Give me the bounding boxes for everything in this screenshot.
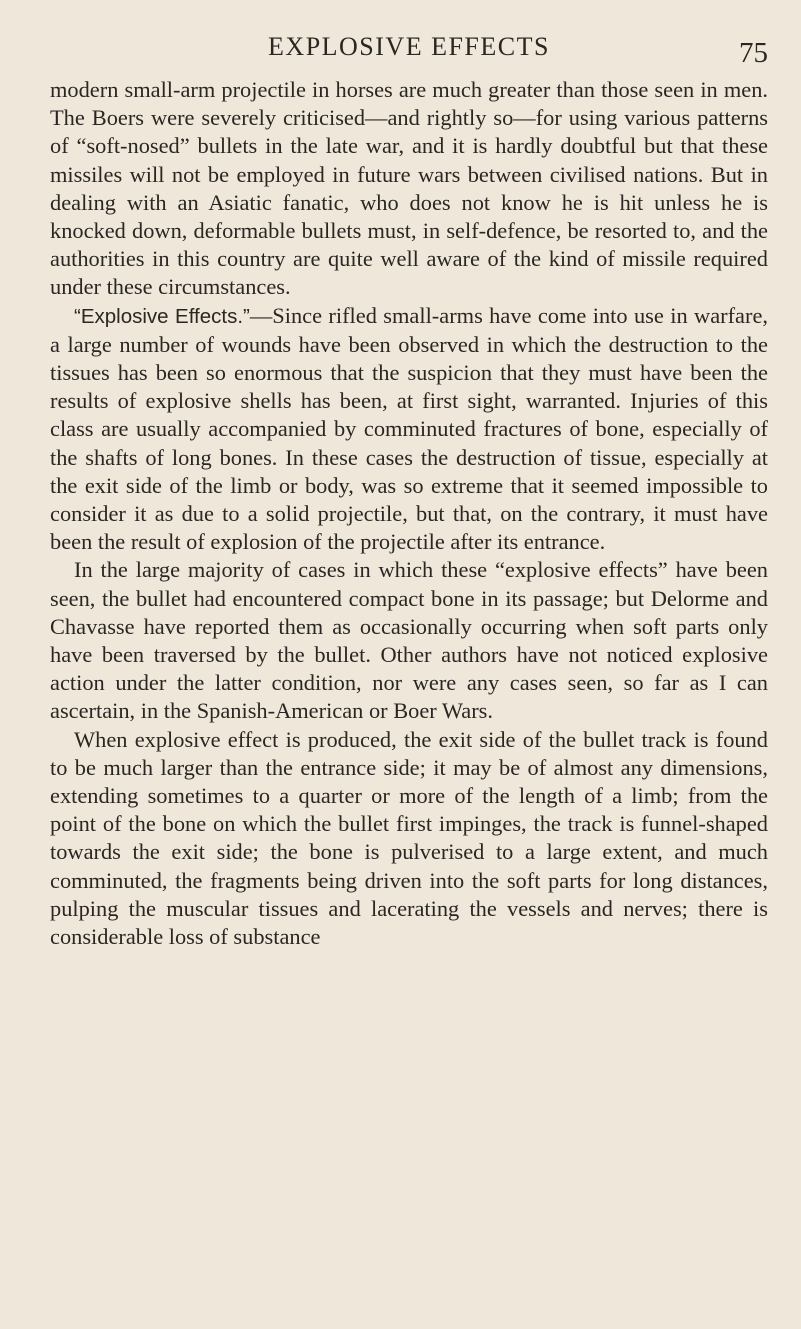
paragraph: When explosive effect is produced, the exit side of the bullet track is found to be much larger than the entrance side; it may be of almost any dimensions, extending sometimes to a quarter or more of the length of a limb; from the point of the bone on which the bullet first impinges, the track is funnel-shaped towards the exit side; the bone is pulverised to a large extent, and much comminuted, the fragments being driven into the soft parts for long distances, pulping the muscular tissues and lacerating the vessels and nerves; there is considerable loss of substance (50, 726, 768, 950)
section-heading: “Explosive Effects.” (74, 304, 250, 328)
page-number: 75 (739, 37, 768, 69)
paragraph (50, 302, 768, 557)
paragraph: modern small-arm projectile in horses are much greater than those seen in men. The Boers were severely criticised—and rightly so—for using various patterns of “soft-nosed” bullets in the late war, and it is hardly doubtful but that these missiles will not be employed in future wars between civilised nations. But in dealing with an Asiatic fanatic, who does not know he is hit unless he is knocked down, deformable bullets must, in self-defence, be resorted to, and the authorities in this country are quite well aware of the kind of missile required under these circumstances. (50, 77, 768, 300)
body-text (50, 76, 768, 951)
paragraph-text: —Since rifled small-arms have come into use in warfare, a large number of wounds have been observed in which the destruction to the tissues has been so enormous that the suspicion that they must have been the results of explosive shells has been, at first sight, warranted. Injuries of this class are usually accompanied by comminuted fractures of bone, especially of the shafts of long bones. In these cases the destruction of tissue, especially at the exit side of the limb or body, was so extreme that it seemed impossible to consider it as due to a solid projectile, but that, on the contrary, it must have been the result of explosion of the projectile after its entrance. (50, 302, 768, 555)
paragraph: In the large majority of cases in which these “explosive effects” have been seen, the bullet had encountered compact bone in its passage; but Delorme and Chavasse have reported them as occasionally occurring when soft parts only have been traversed by the bullet. Other authors have not noticed explosive action under the latter condition, nor were any cases seen, so far as I can ascertain, in the Spanish-American or Boer Wars. (50, 557, 768, 724)
running-header (50, 26, 768, 70)
running-title: EXPLOSIVE EFFECTS (268, 32, 550, 61)
